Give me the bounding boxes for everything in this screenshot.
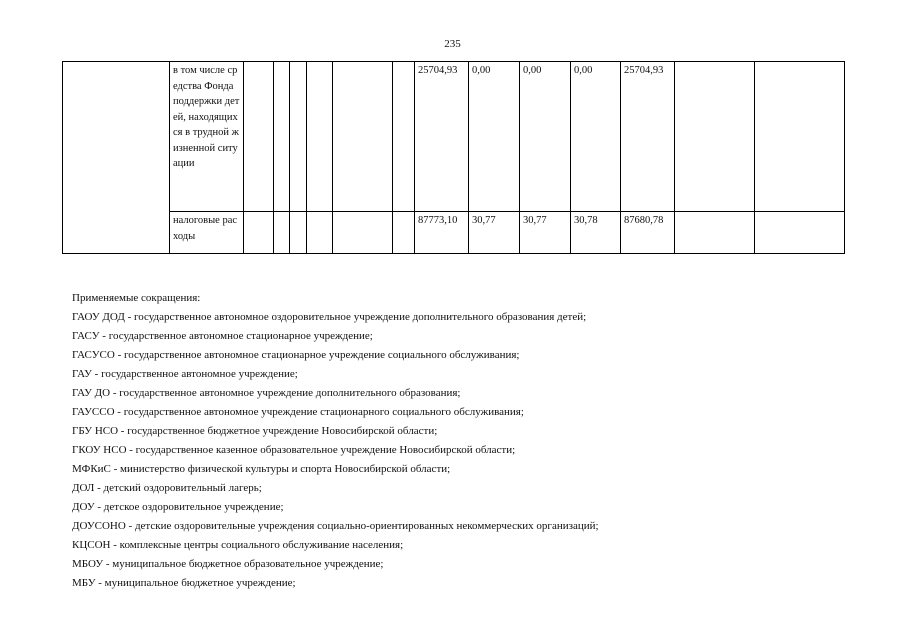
- value-cell: 0,00: [571, 62, 621, 212]
- value-cell: 25704,93: [621, 62, 675, 212]
- page-number: 235: [444, 38, 461, 50]
- value-cell: 30,77: [520, 212, 571, 254]
- abbreviation-item: ГАСУСО - государственное автономное стационарное учреждение социального обслуживания;: [72, 349, 520, 361]
- abbreviation-item: ГАУССО - государственное автономное учреждение стационарного социального обслуживания;: [72, 406, 524, 418]
- table-cell: [307, 62, 333, 212]
- abbreviation-item: МБУ - муниципальное бюджетное учреждение;: [72, 577, 296, 589]
- abbreviation-item: ДОЛ - детский оздоровительный лагерь;: [72, 482, 262, 494]
- value-cell: 25704,93: [415, 62, 469, 212]
- value-cell: 87680,78: [621, 212, 675, 254]
- value-cell: 0,00: [520, 62, 571, 212]
- value-cell: 0,00: [469, 62, 520, 212]
- table-cell: [333, 62, 393, 212]
- abbreviation-item: ГКОУ НСО - государственное казенное образовательное учреждение Новосибирской области;: [72, 444, 516, 456]
- table-cell: [290, 212, 307, 254]
- abbreviations-heading: Применяемые сокращения:: [72, 292, 201, 304]
- row-label: в том числе средства Фонда поддержки детей, находящихся в трудной жизненной ситуации: [170, 62, 244, 212]
- value-cell: 30,78: [571, 212, 621, 254]
- table-cell: [675, 212, 755, 254]
- table-cell: [274, 212, 290, 254]
- abbreviation-item: ДОУСОНО - детские оздоровительные учреждения социально-ориентированных некоммерческих организаций;: [72, 520, 599, 532]
- table-cell: [755, 212, 845, 254]
- table-cell: [393, 62, 415, 212]
- table-cell: [244, 62, 274, 212]
- abbreviation-item: ДОУ - детское оздоровительное учреждение;: [72, 501, 284, 513]
- table-cell: [290, 62, 307, 212]
- abbreviation-item: ГАУ - государственное автономное учреждение;: [72, 368, 298, 380]
- table-row: [63, 212, 845, 254]
- table-cell: [393, 212, 415, 254]
- table-cell: [244, 212, 274, 254]
- table-cell: [755, 62, 845, 212]
- table-cell: [274, 62, 290, 212]
- table-cell: [333, 212, 393, 254]
- abbreviation-item: МБОУ - муниципальное бюджетное образовательное учреждение;: [72, 558, 384, 570]
- abbreviation-item: ГАСУ - государственное автономное стационарное учреждение;: [72, 330, 373, 342]
- table-cell: [63, 62, 170, 212]
- abbreviation-item: ГАОУ ДОД - государственное автономное оздоровительное учреждение дополнительного образования детей;: [72, 311, 587, 323]
- abbreviation-item: МФКиС - министерство физической культуры и спорта Новосибирской области;: [72, 463, 451, 475]
- value-cell: 87773,10: [415, 212, 469, 254]
- abbreviation-item: ГАУ ДО - государственное автономное учреждение дополнительного образования;: [72, 387, 461, 399]
- abbreviation-item: ГБУ НСО - государственное бюджетное учреждение Новосибирской области;: [72, 425, 438, 437]
- value-cell: 30,77: [469, 212, 520, 254]
- budget-table: [62, 61, 845, 254]
- abbreviation-item: КЦСОН - комплексные центры социального обслуживание населения;: [72, 539, 404, 551]
- row-label: налоговые расходы: [170, 212, 244, 254]
- table-cell: [675, 62, 755, 212]
- abbreviations-section: [72, 289, 599, 593]
- table-cell: [307, 212, 333, 254]
- table-cell: [63, 212, 170, 254]
- table-row: [63, 62, 845, 212]
